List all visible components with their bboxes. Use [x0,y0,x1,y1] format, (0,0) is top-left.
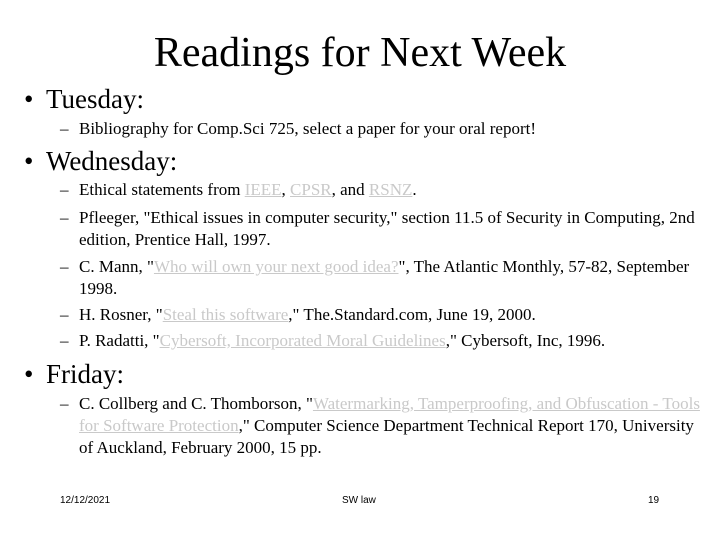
item-text: . [412,180,417,199]
item-text: ," Computer Science Department Technical Report 170, University of Auckland, February 2000, 15 pp. [79,416,694,457]
radatti-article-link[interactable]: Cybersoft, Incorporated Moral Guidelines [159,331,446,350]
item-text: Pfleeger, "Ethical issues in computer security," section 11.5 of Security in Computing, 2nd edition, Prentice Hall, 1997. [79,208,695,249]
item-text: Ethical statements from [79,180,245,199]
list-item [60,330,710,352]
item-text: ", The Atlantic Monthly, 57-82, September 1998. [79,257,690,298]
bullet: • [24,84,34,114]
collberg-report-link[interactable]: Watermarking, Tamperproofing, and Obfuscation - Tools for Software Protection [79,394,700,435]
item-text: ," Cybersoft, Inc, 1996. [445,331,606,350]
rsnz-link[interactable]: RSNZ [368,180,413,199]
list-item [60,118,710,140]
rosner-article-link[interactable]: Steal this software [162,305,289,324]
list-item [60,256,710,300]
list-item [60,304,710,326]
item-text: ," The.Standard.com, June 19, 2000. [288,305,536,324]
footer-date: 12/12/2021 [60,495,111,506]
list-item [60,207,710,251]
separator: , [281,180,291,199]
heading-text: Tuesday: [46,84,145,114]
heading-text: Wednesday: [46,146,178,176]
list-item [60,393,710,459]
separator: , and [331,180,369,199]
item-text: H. Rosner, " [79,305,163,324]
day-heading-tuesday [24,83,144,115]
item-text: C. Collberg and C. Thomborson, " [79,394,313,413]
page-number: 19 [648,495,660,506]
item-text: P. Radatti, " [79,331,160,350]
bullet: • [24,359,34,389]
mann-article-link[interactable]: Who will own your next good idea? [153,257,399,276]
day-heading-wednesday [24,145,177,177]
page-title: Readings for Next Week [153,30,567,76]
dash: – [60,180,69,199]
item-text: Bibliography for Comp.Sci 725, select a paper for your oral report! [79,119,536,138]
bullet: • [24,146,34,176]
ieee-link[interactable]: IEEE [244,180,282,199]
dash: – [60,257,69,276]
footer-center-text: SW law [342,495,376,506]
dash: – [60,305,69,324]
day-heading-friday [24,358,124,390]
item-text: C. Mann, " [79,257,154,276]
list-item [60,179,710,201]
heading-text: Friday: [46,359,124,389]
dash: – [60,331,69,350]
dash: – [60,208,69,227]
dash: – [60,394,69,413]
dash: – [60,119,69,138]
cpsr-link[interactable]: CPSR [290,180,332,199]
